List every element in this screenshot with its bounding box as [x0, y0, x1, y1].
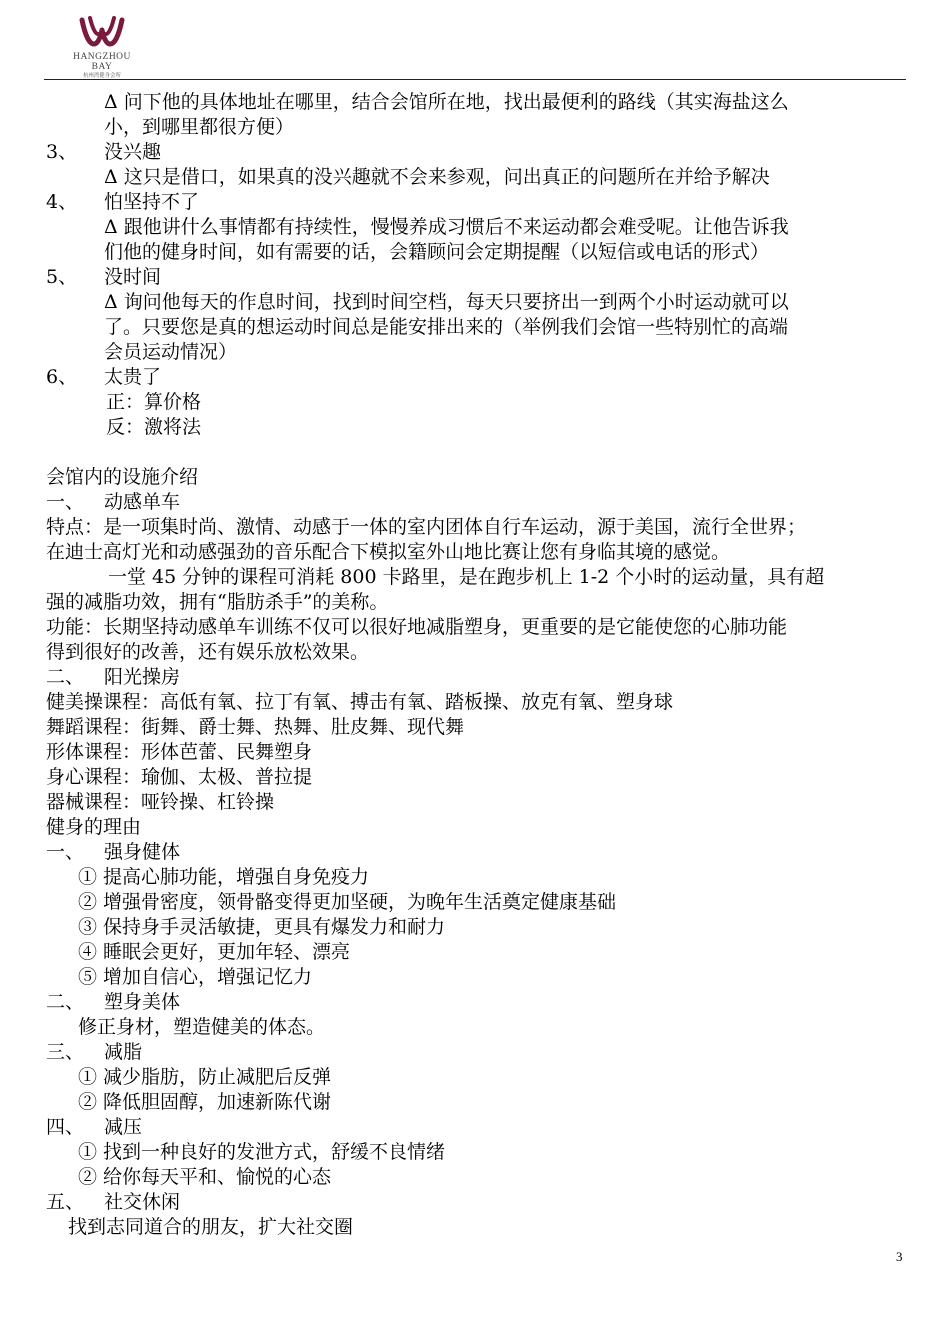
text-line: 舞蹈课程：街舞、爵士舞、热舞、肚皮舞、现代舞	[46, 716, 465, 738]
item-number: 6、	[46, 366, 78, 388]
item-title: 强身健体	[104, 841, 181, 863]
item-title: 社交休闲	[104, 1191, 181, 1213]
numbered-heading	[46, 1115, 908, 1140]
list-item: ③ 保持身手灵活敏捷，更具有爆发力和耐力	[78, 916, 446, 938]
text-line: 小，到哪里都很方便）	[104, 116, 295, 138]
item-title: 塑身美体	[104, 991, 181, 1013]
text-line: 正：算价格	[106, 391, 202, 413]
text-line: 们他的健身时间，如有需要的话，会籍顾问会定期提醒（以短信或电话的形式）	[104, 241, 770, 263]
numbered-heading	[46, 1040, 908, 1065]
list-item: ① 找到一种良好的发泄方式，舒缓不良情绪	[78, 1141, 446, 1163]
numbered-heading	[46, 665, 908, 690]
section-title: 健身的理由	[46, 816, 142, 838]
text-line: 功能：长期坚持动感单车训练不仅可以很好地减脂塑身，更重要的是它能使您的心肺功能	[46, 616, 788, 638]
page-number: 3	[896, 1249, 903, 1264]
item-title: 太贵了	[104, 366, 162, 388]
document-body	[46, 90, 908, 1240]
text-line: 形体课程：形体芭蕾、民舞塑身	[46, 741, 313, 763]
page-header	[0, 0, 950, 82]
logo-english-text: HANGZHOU BAY	[73, 52, 131, 72]
text-line: 健美操课程：高低有氧、拉丁有氧、搏击有氧、踏板操、放克有氧、塑身球	[46, 691, 674, 713]
item-number: 4、	[46, 191, 78, 213]
hangzhou-bay-logo	[62, 14, 142, 79]
list-item: ④ 睡眠会更好，更加年轻、漂亮	[78, 941, 351, 963]
list-item: ② 降低胆固醇，加速新陈代谢	[78, 1091, 332, 1113]
text-line: 了。只要您是真的想运动时间总是能安排出来的（举例我们会馆一些特别忙的高端	[104, 316, 789, 338]
item-number: 一、	[46, 841, 85, 863]
item-number: 三、	[46, 1041, 85, 1063]
item-number: 5、	[46, 266, 78, 288]
list-item: ① 减少脂肪，防止减肥后反弹	[78, 1066, 332, 1088]
text-line: Δ 这只是借口，如果真的没兴趣就不会来参观，问出真正的问题所在并给予解决	[104, 166, 770, 188]
text-line: 得到很好的改善，还有娱乐放松效果。	[46, 641, 370, 663]
numbered-heading	[46, 265, 908, 290]
header-divider	[44, 79, 906, 80]
list-item: ⑤ 增加自信心，增强记忆力	[78, 966, 313, 988]
text-line: 反：激将法	[106, 416, 202, 438]
text-line: 器械课程：哑铃操、杠铃操	[46, 791, 275, 813]
item-number: 四、	[46, 1116, 85, 1138]
text-line: 修正身材，塑造健美的体态。	[78, 1016, 326, 1038]
text-line: 强的减脂功效，拥有“脂肪杀手”的美称。	[46, 591, 389, 613]
numbered-heading	[46, 990, 908, 1015]
item-number: 一、	[46, 491, 85, 513]
item-title: 减压	[104, 1116, 143, 1138]
text-line: Δ 问下他的具体地址在哪里，结合会馆所在地，找出最便利的路线（其实海盐这么	[104, 91, 789, 113]
numbered-heading	[46, 140, 908, 165]
list-item: ① 提高心肺功能，增强自身免疫力	[78, 866, 370, 888]
numbered-heading	[46, 1190, 908, 1215]
item-title: 动感单车	[104, 491, 181, 513]
numbered-heading	[46, 365, 908, 390]
text-line: 在迪士高灯光和动感强劲的音乐配合下模拟室外山地比赛让您有身临其境的感觉。	[46, 541, 731, 563]
item-number: 二、	[46, 666, 85, 688]
item-title: 没兴趣	[104, 141, 162, 163]
logo-chinese-text: 杭州湾健身会所	[83, 72, 121, 79]
numbered-heading	[46, 490, 908, 515]
text-line: Δ 跟他讲什么事情都有持续性，慢慢养成习惯后不来运动都会难受呢。让他告诉我	[104, 216, 789, 238]
list-item: ② 增强骨密度，领骨骼变得更加坚硬，为晚年生活奠定健康基础	[78, 891, 617, 913]
list-item: ② 给你每天平和、愉悦的心态	[78, 1166, 332, 1188]
text-line: 找到志同道合的朋友，扩大社交圈	[68, 1216, 354, 1238]
numbered-heading	[46, 840, 908, 865]
numbered-heading	[46, 190, 908, 215]
text-line: 身心课程：瑜伽、太极、普拉提	[46, 766, 313, 788]
item-title: 阳光操房	[104, 666, 181, 688]
text-line: 会员运动情况）	[104, 341, 238, 363]
item-number: 3、	[46, 141, 78, 163]
item-number: 五、	[46, 1191, 85, 1213]
logo-mark-icon	[78, 14, 126, 50]
text-line: 特点：是一项集时尚、激情、动感于一体的室内团体自行车运动，源于美国，流行全世界；	[46, 516, 807, 538]
text-line: Δ 询问他每天的作息时间，找到时间空档，每天只要挤出一到两个小时运动就可以	[104, 291, 789, 313]
section-title: 会馆内的设施介绍	[46, 466, 199, 488]
item-title: 没时间	[104, 266, 162, 288]
item-title: 减脂	[104, 1041, 143, 1063]
blank-line	[46, 440, 908, 465]
item-title: 怕坚持不了	[104, 191, 200, 213]
text-line: 一堂 45 分钟的课程可消耗 800 卡路里，是在跑步机上 1-2 个小时的运动量，具有超	[108, 566, 825, 588]
item-number: 二、	[46, 991, 85, 1013]
